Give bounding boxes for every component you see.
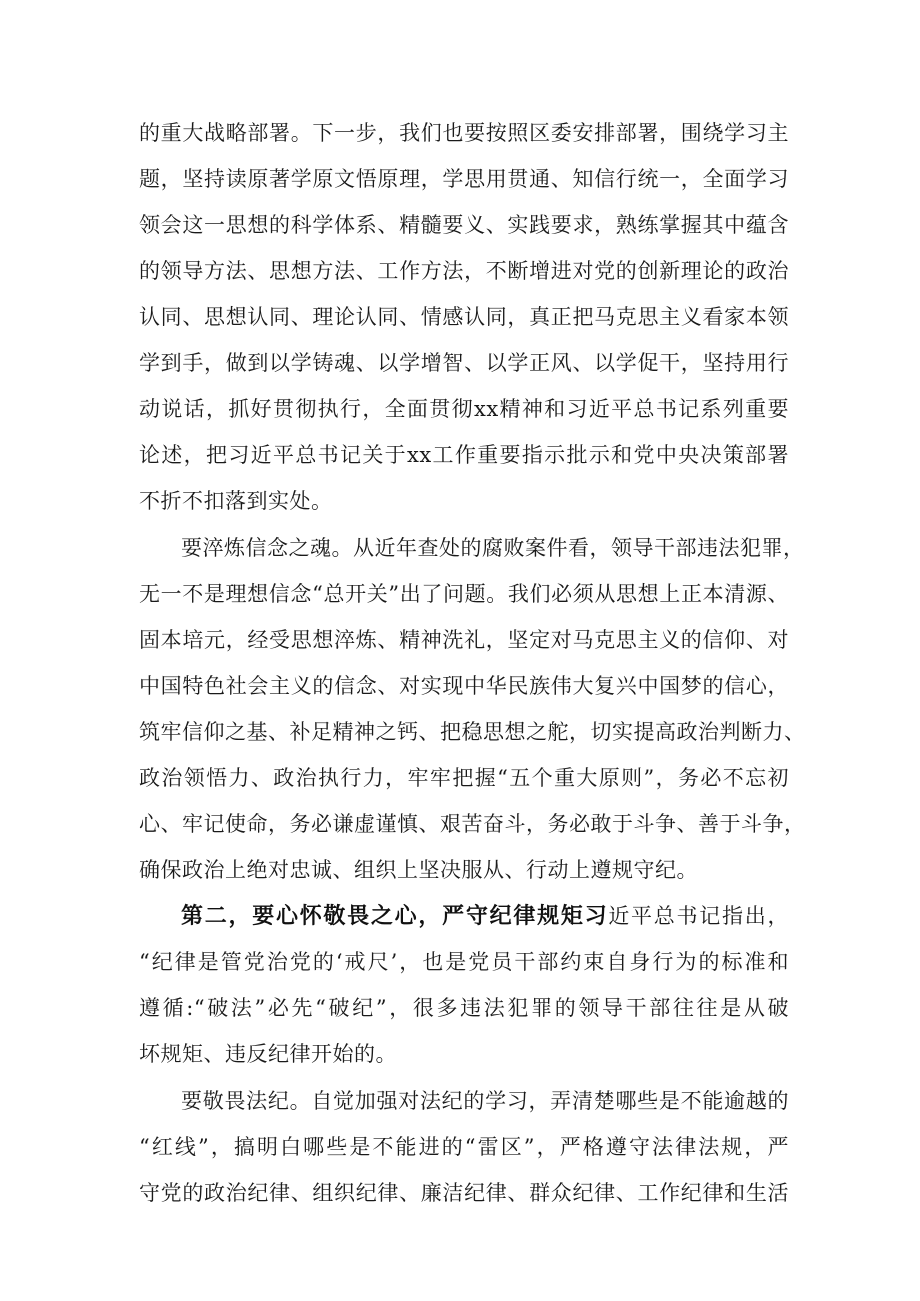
text-line: 动说话，抓好贯彻执行，全面贯彻xx精神和习近平总书记系列重要 [139, 397, 789, 421]
text-line: 论述，把习近平总书记关于xx工作重要指示批示和党中央决策部署 [139, 443, 789, 467]
text-line: 领会这一思想的科学体系、精髓要义、实践要求，熟练掌握其中蕴含 [139, 213, 789, 237]
text-line: 认同、思想认同、理论认同、情感认同，真正把马克思主义看家本领 [139, 305, 789, 329]
text-line: 题，坚持读原著学原文悟原理，学思用贯通、知信行统一，全面学习 [139, 167, 789, 191]
text-line: 无一不是理想信念“总开关”出了问题。我们必须从思想上正本清源、 [139, 582, 789, 606]
text-line: 要淬炼信念之魂。从近年查处的腐败案件看，领导干部违法犯罪， [181, 536, 805, 560]
text-line: 心、牢记使命，务必谦虚谨慎、艰苦奋斗，务必敢于斗争、善于斗争， [139, 812, 806, 836]
text-line: 中国特色社会主义的信念、对实现中华民族伟大复兴中国梦的信心， [139, 674, 789, 698]
text-line: 的重大战略部署。下一步，我们也要按照区委安排部署，围绕学习主 [139, 121, 789, 145]
text-line: 不折不扣落到实处。 [139, 489, 333, 513]
text-line: 固本培元，经受思想淬炼、精神洗礼，坚定对马克思主义的信仰、对 [139, 628, 789, 652]
section-heading-line [181, 896, 789, 936]
text-line: 确保政治上绝对忠诚、组织上坚决服从、行动上遵规守纪。 [139, 858, 698, 882]
heading-tail-text: 近平总书记指出， [608, 904, 789, 928]
section-heading: 第二，要心怀敬畏之心，严守纪律规矩习 [181, 904, 609, 929]
text-line: 政治领悟力、政治执行力，牢牢把握“五个重大原则”，务必不忘初 [139, 766, 789, 790]
text-line: “纪律是管党治党的‘戒尺’，也是党员干部约束自身行为的标准和 [139, 950, 789, 974]
text-line: 要敬畏法纪。自觉加强对法纪的学习，弄清楚哪些是不能逾越的 [181, 1089, 789, 1113]
text-line: 学到手，做到以学铸魂、以学增智、以学正风、以学促干，坚持用行 [139, 351, 789, 375]
text-line: 坏规矩、违反纪律开始的。 [139, 1042, 397, 1066]
text-line: 守党的政治纪律、组织纪律、廉洁纪律、群众纪律、工作纪律和生活 [139, 1181, 789, 1205]
text-line: “红线”，搞明白哪些是不能进的“雷区”，严格遵守法律法规，严 [139, 1135, 789, 1159]
text-line: 遵循:“破法”必先“破纪”，很多违法犯罪的领导干部往往是从破 [139, 996, 789, 1020]
text-line: 筑牢信仰之基、补足精神之钙、把稳思想之舵，切实提高政治判断力、 [139, 720, 806, 744]
text-line: 的领导方法、思想方法、工作方法，不断增进对党的创新理论的政治 [139, 259, 789, 283]
